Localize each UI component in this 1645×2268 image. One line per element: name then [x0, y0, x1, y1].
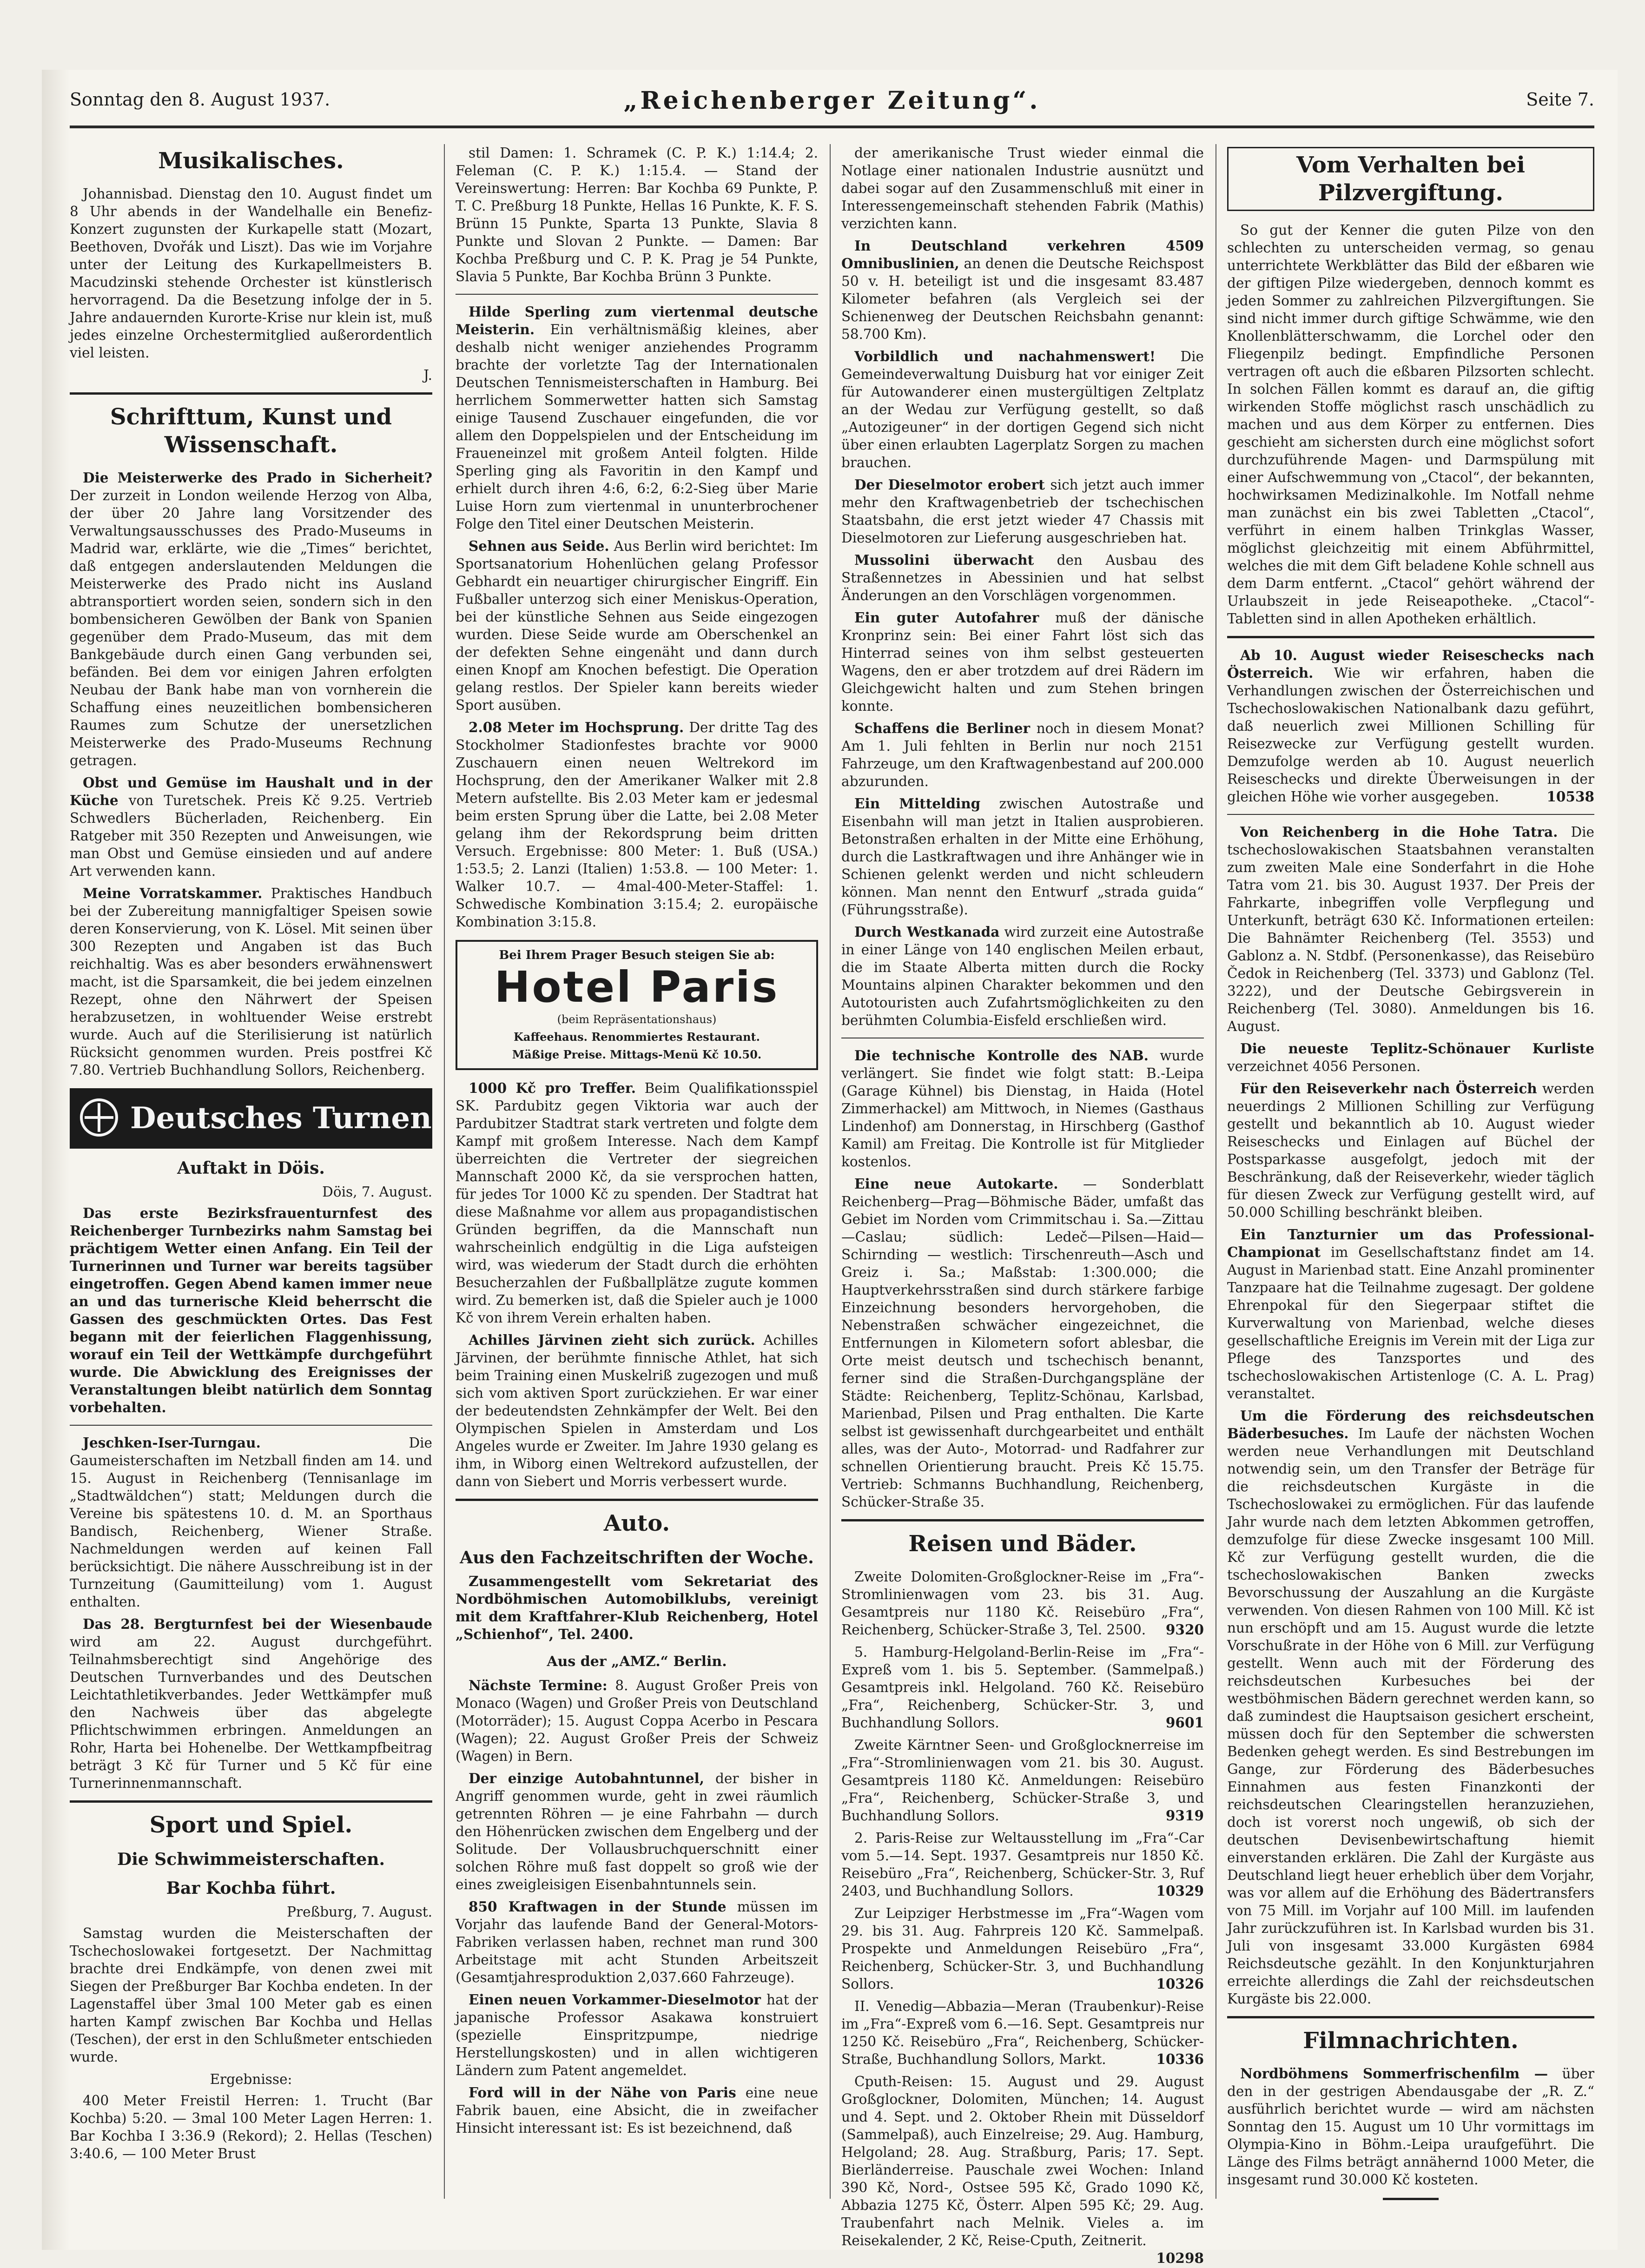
article-doeis: Das erste Bezirksfrauenturnfest des Reichenberger Turnbezirks nahm Samstag bei prächtigem Wetter einen Anfang. Ein Teil der Turnerinnen und Turner war bereits tagsüber eingetroffen. Gegen Abend kamen immer neue an und das turnerische Kleid beherrscht die Gassen des geschmückten Ortes. Das Fest begann mit der feierlichen Flaggenhissung, worauf ein Teil der Wettkämpfe durchgeführt wurde. Die Abwicklung des Ereignisses der Veranstaltungen bleibt natürlich dem Sonntag vorbehalten. — [70, 1205, 432, 1415]
section-title-film: Filmnachrichten. — [1303, 2028, 1519, 2054]
article-pilz: So gut der Kenner die guten Pilze von den schlechten zu unterscheiden vermag, so genau unterrichtete Werkblätter das Bild der eßbaren wie der giftigen Pilze wiedergeben, dennoch kommt es jeden Sommer zu zahlreichen Pilzvergiftungen. Sie sind nicht immer durch giftige Schwämme, wie den Knollenblätterschwamm, die Lorchel oder den Fliegenpilz bedingt. Empfindliche Personen vertragen oft auch die eßbaren Pilzsorten schlecht. In solchen Fällen kommt es darauf an, die giftig wirkenden Stoffe möglichst rasch unschädlich zu machen und aus dem Körper zu entfernen. Dies geschieht am sichersten durch eine möglichst sofort durchzuführende Magen- und Darmspülung mit einer Aufschwemmung von „Ctacol“, der bekannten, hochwirksamen Medizinalkohle. Im Notfall nehme man zunächst ein bis zwei Tabletten „Ctacol“, verführt in einem halben Trinkglas Wasser, möglichst gleichzeitig mit einem Abführmittel, welches die mit dem Gift beladene Kohle schnell aus dem Darm entfernt. „Ctacol“ gehört während der Urlaubszeit in jede Reiseapotheke. „Ctacol“-Tabletten sind in allen Apotheken erhältlich. — [1227, 222, 1594, 627]
reisen-item-3-text: Zweite Kärntner Seen- und Großglocknerreise im „Fra“-Stromlinienwagen vom 21. bis 30. August. Gesamtpreis 1180 Kč. Anmeldungen: Reisebüro „Fra“, Reichenberg, Schücker-Straße 3, und Buchhandlung Sollors. — [841, 1737, 1204, 1824]
article-vereinswertung: stil Damen: 1. Schramek (C. P. K.) 1:14.4; 2. Feleman (C. P. K.) 1:15.4. — Stand der Vereinswertung: Herren: Bar Kochba 69 Punkte, P. T. C. Preßburg 18 Punkte, Hellas 16 Punkte, K. F. S. Brünn 15 Punkte, Sparta 13 Punkte, Slavia 8 Punkte und Slovan 2 Punkte. — Damen: Bar Kochba Preßburg und C. P. K. Prag je 54 Punkte, Slavia 5 Punkte, Bar Kochba Brünn 3 Punkte. — [456, 145, 818, 284]
article-head-baeder: Um die Förderung des reichsdeutschen Bäderbesuches. — [1227, 1408, 1594, 1441]
ad-line-4: Mäßige Preise. Mittags-Menü Kč 10.50. — [512, 1048, 762, 1061]
divider — [456, 294, 818, 295]
article-diesel: hat der japanische Professor Asakawa konstruiert (spezielle Einspritzpumpe, niedrige Herstellungskosten) und in allen wichtigeren Ländern zum Patent angemeldet. — [456, 1992, 818, 2078]
divider — [1227, 636, 1594, 638]
article-head-mussolini: Mussolini überwacht — [854, 552, 1034, 568]
article-teplitz: verzeichnet 4056 Personen. — [1227, 1058, 1421, 1074]
divider — [70, 1425, 432, 1426]
reiseschecks-number: 10538 — [1546, 788, 1594, 805]
column-1 — [70, 144, 432, 2199]
reisen-item-5-number: 10326 — [1156, 1976, 1204, 1992]
reisen-item-3 — [841, 1736, 1204, 1825]
ad-hotel-name: Hotel Paris — [494, 962, 780, 1012]
article-subtitle-kochba: Bar Kochba führt. — [166, 1878, 336, 1898]
divider — [841, 1519, 1204, 1521]
article-head-reiseschecks: Ab 10. August wieder Reiseschecks nach Österreich. — [1227, 647, 1594, 681]
reisen-item-4-number: 10329 — [1156, 1883, 1204, 1899]
article-head-bergturnfest: Das 28. Bergturnfest bei der Wiesenbaude — [83, 1616, 432, 1632]
article-mussolini: den Ausbau des Straßennetzes in Abessinien und hat selbst Änderungen an den Vorschlägen vorgenommen. — [841, 552, 1204, 603]
header-paper-title: „Reichenberger Zeitung“. — [623, 86, 1041, 115]
reisen-item-6-number: 10336 — [1156, 2051, 1204, 2067]
reisen-item-1 — [841, 1568, 1204, 1639]
article-autofahrer: muß der dänische Kronprinz sein: Bei einer Fahrt löst sich das Hinterrad seines von ihm selbst gesteuerten Wagens, den er aber trotzdem auf drei Rädern im Gleichgewicht halten und zum Stehen bringen konnte. — [841, 610, 1204, 714]
article-dieselmotor: sich jetzt auch immer mehr den Kraftwagenbetrieb der tschechischen Staatsbahn, die erst jetzt wieder 47 Chassis mit Dieselmotoren zur Lieferung ausgeschrieben hat. — [841, 477, 1204, 546]
ad-line-1: Bei Ihrem Prager Besuch steigen Sie ab: — [499, 948, 775, 962]
reisen-item-4-text: 2. Paris-Reise zur Weltausstellung im „Fra“-Car vom 5.—14. Sept. 1937. Gesamtpreis nur 1850 Kč. Reisebüro „Fra“, Reichenberg, Schücker-Str. 3, Ruf 2403, und Buchhandlung Sollors. — [841, 1830, 1204, 1899]
article-head-jeschken: Jeschken-Iser-Turngau. — [83, 1435, 261, 1451]
reisen-item-1-number: 9320 — [1165, 1621, 1204, 1638]
reisen-item-5-text: Zur Leipziger Herbstmesse im „Fra“-Wagen vom 29. bis 31. Aug. Fahrpreis 120 Kč. Sammelpaß. Prospekte und Anmeldungen Reisebüro „Fra“, Reichenberg, Schücker-Str. 3, und Buchhandlung Sollors. — [841, 1905, 1204, 1992]
end-ornament — [1383, 2198, 1439, 2200]
auto-subtitle: Aus den Fachzeitschriften der Woche. — [460, 1548, 814, 1567]
auto-source: Aus der „AMZ.“ Berlin. — [547, 1653, 727, 1670]
article-hochsprung: Der dritte Tag des Stockholmer Stadionfestes brachte vor 9000 Zuschauern einen neuen Weltrekord im Hochsprung, den der Amerikaner Walker mit 2.8 Metern aufstellte. Bis 2.03 Meter kam er jedesmal beim ersten Sprung über die Latte, bei 2.08 Meter gelang ihm der Rekordsprung beim dritten Versuch. Ergebnisse: 800 Meter: 1. Buß (USA.) 1:53.5; 2. Lanzi (Italien) 1:53.8. — 100 Meter: 1. Walker 10.7. — 4mal-400-Meter-Staffel: 1. Schwedische Kombination 3:15.4; 2. europäische Kombination 3:15.8. — [456, 720, 818, 930]
article-head-vorbild: Vorbildlich und nachahmenswert! — [854, 348, 1156, 364]
article-signature: J. — [423, 367, 432, 383]
article-head-vorrat: Meine Vorratskammer. — [83, 885, 263, 901]
reisen-item-7-number: 10298 — [1156, 2250, 1204, 2266]
article-sehnen: Aus Berlin wird berichtet: Im Sportsanatorium Hohenlüchen gelang Professor Gebhardt ein neuartiger chirurgischer Eingriff. Ein Fußballer unterzog sich einer Meniskus-Operation, bei der künstliche Sehnen aus Seide eingezogen wurden. Diese Seide wurde am Oberschenkel an der defekten Sehne eingenäht und dann durch einen Knopf am Knochen befestigt. Die Operation gelang restlos. Der Spieler kann bereits wieder Sport ausüben. — [456, 538, 818, 713]
section-title-auto: Auto. — [603, 1510, 670, 1536]
divider — [70, 392, 432, 395]
divider — [1227, 814, 1594, 815]
newspaper-page — [42, 70, 1618, 2266]
article-head-sperling: Hilde Sperling zum viertenmal deutsche Meisterin. — [456, 304, 818, 337]
article-title-schwimm: Die Schwimmeisterschaften. — [117, 1850, 385, 1869]
section-title-sport: Sport und Spiel. — [149, 1812, 353, 1838]
article-head-westkanada: Durch Westkanada — [854, 924, 1000, 940]
reisen-item-1-text: Zweite Dolomiten-Großglockner-Reise im „Fra“-Stromlinienwagen vom 23. bis 31. Aug. Gesamtpreis nur 1180 Kč. Reisebüro „Fra“, Reichenberg, Schücker-Straße 3, Tel. 2500. — [841, 1569, 1204, 1638]
article-mittelding: zwischen Autostraße und Eisenbahn will man jetzt in Italien ausprobieren. Betonstraßen erhalten in der Mitte eine Erhöhung, durch die Lastkraftwagen und ihre Anhänger wie in Schienen gelenkt werden und nicht schleudern können. Man nennt den Entwurf „strada guida“ (Führungsstraße). — [841, 796, 1204, 918]
article-head-autokarte: Eine neue Autokarte. — [854, 1176, 1058, 1192]
header-page-number: Seite 7. — [1526, 89, 1594, 110]
column-2 — [456, 144, 818, 2199]
turnen-banner-title: Deutsches Turnen — [130, 1101, 432, 1136]
reisen-item-6-text: II. Venedig—Abbazia—Meran (Traubenkur)-Reise im „Fra“-Expreß vom 6.—16. Sept. Gesamtpreis nur 1250 Kč. Reisebüro „Fra“, Reichenberg, Schücker-Straße, Buchhandlung Sollors, Markt. — [841, 1998, 1204, 2067]
article-head-jaervinen: Achilles Järvinen zieht sich zurück. — [469, 1332, 755, 1348]
reisen-item-5 — [841, 1904, 1204, 1993]
ad-line-2: (beim Repräsentationshaus) — [557, 1013, 717, 1026]
article-head-schaffens: Schaffens die Berliner — [854, 720, 1031, 736]
article-pressburg: Samstag wurden die Meisterschaften der Tschechoslowakei fortgesetzt. Der Nachmittag brachte drei Endkämpfe, von denen zwei mit Siegen der Preßburger Bar Kochba endeten. In der Lagenstaffel über 3mal 100 Meter gab es einen harten Kampf zwischen Bar Kochba und Hellas (Teschen), der erst in den Schlußmeter entschieden wurde. — [70, 1925, 432, 2065]
article-head-omnibus: In Deutschland verkehren 4509 Omnibuslinien, — [841, 238, 1204, 271]
article-head-tatra: Von Reichenberg in die Hohe Tatra. — [1240, 824, 1558, 840]
article-tunnel: der bisher in Angriff genommen wurde, geht in zwei räumlich getrennten Röhren — je eine Fahrbahn — durch den Höhenrücken zwischen dem Engelberg und der Solitude. Der Vollausbruchquerschnitt einer solchen Röhre muß fast doppelt so groß wie der eines zweigleisigen Eisenbahntunnels sein. — [456, 1771, 818, 1892]
turner-cross-icon — [80, 1098, 118, 1137]
article-obst: von Turetschek. Preis Kč 9.25. Vertrieb Schwedlers Bücherladen, Reichenberg. Ein Ratgeber mit 350 Rezepten und Anweisungen, wie man Obst und Gemüse einsieden und auf andere Art verwenden kann. — [70, 793, 432, 879]
article-bergturnfest: wird am 22. August durchgeführt. Teilnahmsberechtigt sind Angehörige des Deutschen Turnverbandes und des Deutschen Leichtathletikverbandes. Jeder Wettkämpfer muß den Nachweis über das abgelegte Pflichtschwimmen erbringen. Anmeldungen an Rohr, Harta bei Hohenelbe. Der Wettkampfbeitrag beträgt 3 Kč für Turner und 5 Kč für eine Turnerinnenmannschaft. — [70, 1634, 432, 1791]
article-ergebnisse: 400 Meter Freistil Herren: 1. Trucht (Bar Kochba) 5:20. — 3mal 100 Meter Lagen Herren: 1. Bar Kochba I 3:36.9 (Rekord); 2. Hellas (Teschen) 3:40.6, — 100 Meter Brust — [70, 2093, 432, 2162]
dateline-pressburg: Preßburg, 7. August. — [287, 1904, 432, 1920]
hotel-paris-ad — [456, 940, 818, 1070]
article-head-autofahrer: Ein guter Autofahrer — [854, 609, 1039, 626]
article-termine: 8. August Großer Preis von Monaco (Wagen) und Großer Preis von Deutschland (Motorräder); 15. August Coppa Acerbo in Pescara (Wagen); 22. August Großer Preis der Schweiz (Wagen) in Bern. — [456, 1678, 818, 1764]
section-title-reisen: Reisen und Bäder. — [908, 1531, 1137, 1557]
section-title-musik: Musikalisches. — [158, 148, 344, 174]
article-jeschken: Die Gaumeisterschaften im Netzball finden am 14. und 15. August in Reichenberg (Tennisanlage im „Stadtwäldchen“) statt; Meldungen durch die Vereine bis spätestens 10. d. M. an Sporthaus Bandisch, Reichenberg, Wiener Straße. Nachmeldungen werden auf keinen Fall berücksichtigt. Die nähere Ausschreibung ist in der Turnzeitung (Gaumitteilung) vom 1. August enthalten. — [70, 1435, 432, 1610]
article-head-sehnen: Sehnen aus Seide. — [469, 538, 609, 554]
reisen-item-4 — [841, 1829, 1204, 1900]
article-head-film: Nordböhmens Sommerfrischenfilm — — [1240, 2065, 1548, 2082]
article-head-teplitz: Die neueste Teplitz-Schönauer Kurliste — [1240, 1040, 1594, 1057]
article-head-ford: Ford will in der Nähe von Paris — [469, 2084, 736, 2101]
article-baeder: Im Laufe der nächsten Wochen werden neue Verhandlungen mit Deutschland notwendig sein, um den Transfer der Beträge für die reichsdeutschen Kurgäste in die Tschechoslowakei zu ermöglichen. Für das laufende Jahr wurde nach dem letzten Abkommen getroffen, demzufolge für diese Zwecke insgesamt 100 Mill. Kč zur Verfügung gestellt wurden, die die tschechoslowakischen Banken zwecks Bevorschussung der Auszahlung an die Kurgäste verwenden. Von diesen Rahmen von 100 Mill. Kč ist nun erschöpft und am 15. August wurde die letzte Vorschußrate in der Höhe von 6 Mill. zur Verfügung gestellt. Wenn auch mit der Förderung des reichsdeutschen Kurbesuches bei der westböhmischen Bädern gerechnet werden kann, so daß zumindest die Hauptsaison gesichert erscheint, müssen doch für den September die schwersten Bedenken gehegt werden. Es sind Bestrebungen im Gange, zur Förderung des Bäderbesuches Einnahmen aus festen Finanzkonti der reichsdeutschen Clearingstellen heranzuziehen, doch ist vorerst noch ungewiß, ob sich der deutschen Devisenbewirtschaftung hiemit einverstanden erklären. Die Zahl der Kurgäste aus Deutschland liegt heuer erheblich über dem Vorjahr, was vor allem auf die Erhöhung des Bädertransfers von 75 Mill. im Vorjahr auf 100 Mill. im laufenden Jahr zurückzuführen ist. In Karlsbad wurden bis 31. Juli von insgesamt 33.000 Kurgästen 6984 Reichsdeutsche gezählt. In den Konjunkturjahren erreichte allerdings die Zahl der reichsdeutschen Kurgäste bis 22.000. — [1227, 1426, 1594, 2007]
turnen-banner — [70, 1088, 432, 1149]
article-schaffens: noch in diesem Monat? Am 1. Juli fehlten in Berlin nur noch 2151 Fahrzeuge, um den Kraftwagenbestand auf 200.000 abzurunden. — [841, 721, 1204, 789]
article-reiseverkehr: werden neuerdings 2 Millionen Schilling zur Verfügung gestellt und bekanntlich ab 10. August wieder Reiseschecks und Einlagen auf Büchel der Postsparkasse ausgefolgt, jedoch mit der Beschränkung, daß der Reiseverkehr, wieder täglich für diesen Zweck zur Verfügung gestellt wird, auf 50.000 Schilling beschränkt bleiben. — [1227, 1081, 1594, 1220]
article-head-diesel: Einen neuen Vorkammer-Dieselmotor — [469, 1991, 761, 2008]
column-rule — [444, 144, 445, 2199]
article-title-pilz: Vom Verhalten bei Pilzvergiftung. — [1227, 147, 1594, 211]
article-head-stunde: 850 Kraftwagen in der Stunde — [469, 1898, 727, 1915]
article-head-dieselmotor: Der Dieselmotor erobert — [854, 476, 1045, 493]
article-tatra: Die tschechoslowakischen Staatsbahnen veranstalten zum zweiten Male eine Sonderfahrt in die Hohe Tatra vom 21. bis 30. August 1937. Der Preis der Fahrkarte, inbegriffen volle Verpflegung und Unterkunft, beträgt 630 Kč. Informationen erteilen: Die Bahnämter Reichenberg (Tel. 3553) und Gablonz a. N. Stdbf. (Personenkasse), das Reisebüro Čedok in Reichenberg (Tel. 3373) und Gablonz (Tel. 3222), und der Deutsche Gebirgsverein in Reichenberg (Tel. 3080). Anmeldungen bis 16. August. — [1227, 824, 1594, 1034]
article-head-termine: Nächste Termine: — [469, 1677, 608, 1693]
article-vorbild: Die Gemeindeverwaltung Duisburg hat vor einiger Zeit für Autowanderer einen mustergültigen Zeltplatz an der Wedau zur Verfügung gestellt, so daß „Autozigeuner“ in der dortigen Gegend sich nicht über einen erlaubten Lagerplatz Sorgen zu machen brauchen. — [841, 349, 1204, 470]
reisen-item-3-number: 9319 — [1165, 1807, 1204, 1824]
divider — [456, 1499, 818, 1501]
article-head-reiseverkehr: Für den Reiseverkehr nach Österreich — [1240, 1080, 1537, 1097]
reisen-item-2 — [841, 1643, 1204, 1732]
reisen-item-2-number: 9601 — [1165, 1714, 1204, 1731]
article-westkanada: wird zurzeit eine Autostraße in einer Länge von 140 englischen Meilen erbaut, die im Staate Alberta mitten durch die Rocky Mountains alpinen Charakter bekommen und den Autotouristen auch Zufahrtsmöglichkeiten zu den berühmten Columbia-Eisfeld erschließen wird. — [841, 924, 1204, 1028]
article-stunde: müssen im Vorjahr das laufende Band der General-Motors-Fabriken verlassen haben, rechnet man rund 300 Arbeitstage mit acht Stunden Arbeitszeit (Gesamtjahresproduktion 2,037.660 Fahrzeuge). — [456, 1899, 818, 1985]
column-rule — [830, 144, 831, 2199]
article-head-mittelding: Ein Mittelding — [854, 795, 981, 812]
article-head-prado: Die Meisterwerke des Prado in Sicherheit? — [83, 469, 432, 486]
reisen-item-2-text: 5. Hamburg-Helgoland-Berlin-Reise im „Fra“-Expreß vom 1. bis 5. September. (Sammelpaß.) Gesamtpreis inkl. Helgoland. 760 Kč. Reisebüro „Fra“, Reichenberg, Schücker-Str. 3, und Buchhandlung Sollors. — [841, 1644, 1204, 1731]
reisen-item-7-text: Cputh-Reisen: 15. August und 29. August Großglockner, Dolomiten, München; 14. August und 4. Sept. und 2. Oktober Rhein mit Düsseldorf (Sammelpaß), auch Einzelreise; 29. Aug. Hamburg, Helgoland; 28. Aug. Straßburg, Paris; 17. Sept. Bierländerreise. Pauschale zwei Wochen: Inland 390 Kč, Nord-, Ostsee 595 Kč, Grado 1090 Kč, Abbazia 1275 Kč, Österr. Alpen 595 Kč; 29. Aug. Traubenfahrt nach Melnik. Vieles a. im Reisekalender, 2 Kč, Reise-Cputh, Zeitnerit. — [841, 2074, 1204, 2248]
article-head-kontrolle: Die technische Kontrolle des NAB. — [854, 1047, 1149, 1064]
article-head-treffer: 1000 Kč pro Treffer. — [469, 1080, 636, 1096]
article-jaervinen: Achilles Järvinen, der berühmte finnische Athlet, hat sich beim Training einen Muskelriß zugezogen und muß sich vom aktiven Sport zurückziehen. Er war einer der bedeutendsten Zehnkämpfer der Welt. Bei den Olympischen Spielen in Amsterdam und Los Angeles wurde er Zweiter. Im Jahre 1930 gelang es ihm, in Wiborg einen Weltrekord aufzustellen, der dann von Siebert und Morris verbessert wurde. — [456, 1332, 818, 1489]
article-tanz: im Gesellschaftstanz findet am 14. August in Marienbad statt. Eine Anzahl prominenter Tanzpaare hat die Teilnahme zugesagt. Der goldene Ehrenpokal für den Siegerpaar stiftet die Kurverwaltung von Marienbad, welche dieses gesellschaftliche Ereignis im Verein mit der Liga zur Pflege des Tanzsportes und des tschechoslowakischen Artistenloge (C. A. L. Prag) veranstaltet. — [1227, 1244, 1594, 1402]
article-kontrolle: wurde verlängert. Sie findet wie folgt statt: B.-Leipa (Garage Kühnel) bis Dienstag, in Haida (Hotel Zimmerhackel) am Mittwoch, in Niemes (Gasthaus Lindenhof) am Donnerstag, in Hirschberg (Gasthof Kamil) am Freitag. Die Kontrolle ist für Mitglieder kostenlos. — [841, 1048, 1204, 1170]
article-autokarte: — Sonderblatt Reichenberg—Prag—Böhmische Bäder, umfaßt das Gebiet im Norden vom Crimmitschau i. Sa.—Zittau—Caslau; südlich: Ledeč—Pilsen—Haid—Schirnding — westlich: Tirschenreuth—Asch und Greiz i. Sa.; Maßstab: 1:300.000; die Hauptverkehrsstraßen sind durch stärkere farbige Einzeichnung besonders hervorgehoben, die Nebenstraßen schwächer eingezeichnet, die Entfernungen in Kilometern sofort ablesbar, die Orte meist deutsch und tschechisch benannt, ferner sind die Straßen-Durchgangspläne der Städte: Reichenberg, Teplitz-Schönau, Karlsbad, Marienbad, Pilsen und Prag enthalten. Die Karte selbst ist gewissenhaft durchgearbeitet und enthält alles, was der Auto-, Motorrad- und Radfahrer zur schnellen Orientierung braucht. Preis Kč 15.75. Vertrieb: Schmanns Buchhandlung, Reichenberg, Schücker-Straße 35. — [841, 1176, 1204, 1510]
article-treffer: Beim Qualifikationsspiel SK. Pardubitz gegen Viktoria war auch der Pardubitzer Stadtrat stark vertreten und folgte dem Kampf mit großem Interesse. Nach dem Kampf überreichten die Vertreter der siegreichen Mannschaft 2000 Kč, da sie versprochen hatten, für jedes Tor 1000 Kč zu spenden. Der Stadtrat hat diese Maßnahme vor allem aus propagandistischen Gründen begriffen, da die Mannschaft nun wahrscheinlich endgültig in die Liga aufsteigen wird, was wiederum der Stadt durch die erhöhten Besucherzahlen der Fußballplätze zugute kommen wird. Zu bemerken ist, daß die Spieler auch je 1000 Kč von ihrem Verein erhalten haben. — [456, 1080, 818, 1326]
section-title-schrifttum: Schrifttum, Kunst und Wissenschaft. — [110, 404, 392, 458]
article-head-tunnel: Der einzige Autobahntunnel, — [469, 1770, 704, 1786]
article-sperling: Ein verhältnismäßig kleines, aber deshalb nicht weniger anziehendes Programm brachte der vorletzte Tag der Internationalen Deutschen Tennismeisterschaften in Hamburg. Bei herrlichem Sommerwetter hatten sich Samstag einige Tausend Zuschauer eingefunden, die vor allem den Doppelspielen und der Entscheidung im Fraueneinzel mit großem Anteil folgten. Hilde Sperling ging als Favoritin in den Kampf und erhielt durch ihren 4:6, 6:2, 6:2-Sieg über Marie Luise Horn zum viertenmal in ununterbrochener Folge den Titel einer Deutschen Meisterin. — [456, 322, 818, 532]
article-title-doeis: Auftakt in Döis. — [177, 1158, 325, 1178]
article-musik: Johannisbad. Dienstag den 10. August findet um 8 Uhr abends in der Wandelhalle ein Benefiz-Konzert zugunsten der Kurkapelle statt (Mozart, Beethoven, Dvořák und Liszt). Das wie im Vorjahre unter der Leitung des Kurkapellmeisters B. Macudzinski stehende Orchester ist künstlerisch hervorragend. Da die Besetzung infolge der in 5. Jahre andauernden Kurorte-Krise nur klein ist, muß jedes einzelne Orchestermitglied außerordentlich viel leisten. — [70, 186, 432, 361]
article-reiseschecks: Wie wir erfahren, haben die Verhandlungen zwischen der Österreichischen und Tschechoslowakischen Nationalbank dazu geführt, daß neuerlich zwei Millionen Schilling für Reisezwecke zur Verfügung gestellt wurden. Demzufolge werden ab 10. August neuerlich Reiseschecks und direkte Überweisungen in der gleichen Höhe wie vorher ausgegeben. — [1227, 665, 1594, 805]
article-ford: eine neue Fabrik bauen, eine Absicht, die in zweifacher Hinsicht interessant ist: Es ist bezeichnend, daß — [456, 2085, 818, 2136]
page-header — [70, 84, 1594, 128]
divider — [1227, 2016, 1594, 2018]
article-ford-cont: der amerikanische Trust wieder einmal die Notlage einer nationalen Industrie ausnützt und dabei sogar auf den Zusammenschluß mit einer in Interessengemeinschaft stehenden Fabrik (Mathis) verzichten kann. — [841, 145, 1204, 231]
ergebnisse-head: Ergebnisse: — [210, 2071, 292, 2087]
divider — [70, 1800, 432, 1803]
column-3 — [841, 144, 1204, 2266]
article-prado: Der zurzeit in London weilende Herzog von Alba, der über 20 Jahre lang Vorsitzender des Verwaltungsausschusses des Prado-Museums in Madrid war, erklärte, wie die „Times“ berichtet, daß entgegen anderslautenden Meldungen die Meisterwerke des Prado nicht ins Ausland abtransportiert worden seien, sondern sich in den bombensicheren Gewölben der Bank von Spanien gegenüber dem Prado-Museum, das mit dem Bankgebäude durch einen Gang verbunden sei, befänden. Bei dem vor einigen Jahren erfolgten Neubau der Bank habe man von vornherein die Schaffung eines neuzeitlichen bombensicheren Raumes zum Schutze der unersetzlichen Meisterwerke des Prado-Museums Rechnung getragen. — [70, 488, 432, 768]
article-omnibus: an denen die Deutsche Reichspost 50 v. H. beteiligt ist und die insgesamt 83.487 Kilometer befahren (als Vergleich sei der Schienenweg der Deutschen Reichsbahn genannt: 58.700 Km). — [841, 256, 1204, 342]
article-head-hochsprung: 2.08 Meter im Hochsprung. — [469, 719, 684, 735]
article-vorrat: Praktisches Handbuch bei der Zubereitung mannigfaltiger Speisen sowie deren Konservierung, von K. Lösel. Mit seinen über 300 Rezepten und Angaben ist das Buch reichhaltig. Was es aber besonders erwähnenswert macht, ist die Sparsamkeit, die bei jedem einzelnen Rezept, ohne den Nährwert der Speisen herabzusetzen, in wohltuender Weise erstrebt wurde. Auch auf die Sterilisierung ist natürlich Rücksicht genommen wurden. Preis postfrei Kč 7.80. Vertrieb Buchhandlung Sollors, Reichenberg. — [70, 886, 432, 1078]
article-head-obst: Obst und Gemüse im Haushalt und in der Küche — [70, 774, 432, 808]
article-film: über den in der gestrigen Abendausgabe der „R. Z.“ ausführlich berichtet wurde — wird am nächsten Sonntag den 15. August um 10 Uhr vormittags im Olympia-Kino in Böhm.-Leipa uraufgeführt. Die Länge des Films beträgt annähernd 1000 Meter, die insgesamt rund 30.000 Kč kosteten. — [1227, 2066, 1594, 2188]
auto-intro: Zusammengestellt vom Sekretariat des Nordböhmischen Automobilklubs, vereinigt mit dem Kraftfahrer-Klub Reichenberg, Hotel „Schienhof“, Tel. 2400. — [456, 1573, 818, 1642]
reisen-item-6 — [841, 1997, 1204, 2068]
page-fold-shadow — [42, 70, 70, 2250]
header-date: Sonntag den 8. August 1937. — [70, 89, 330, 110]
dateline-doeis: Döis, 7. August. — [322, 1184, 432, 1200]
ad-line-3: Kaffeehaus. Renommiertes Restaurant. — [514, 1030, 760, 1044]
reisen-item-7 — [841, 2073, 1204, 2266]
article-head-tanz: Ein Tanzturnier um das Professional-Championat — [1227, 1226, 1594, 1260]
column-4 — [1227, 144, 1594, 2199]
